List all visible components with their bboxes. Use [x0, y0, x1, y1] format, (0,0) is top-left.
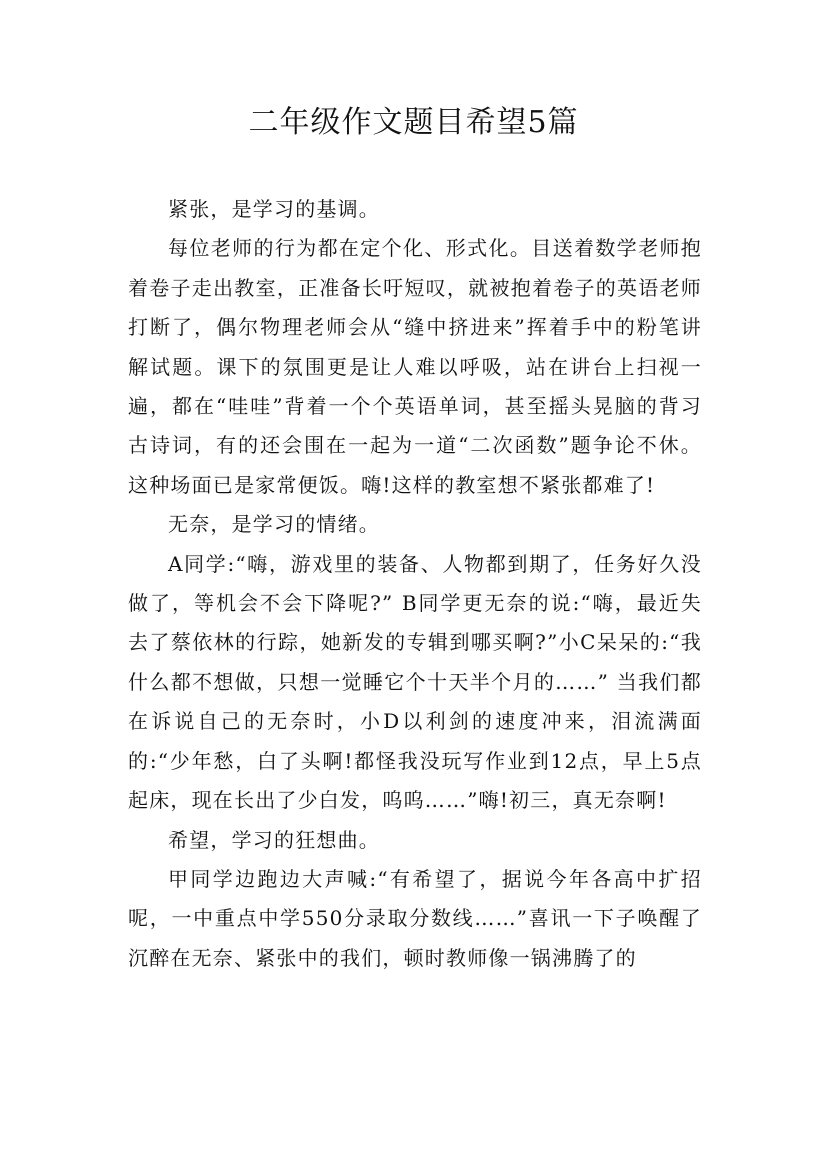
document-body: [128, 190, 702, 978]
paragraph-5: 希望，学习的狂想曲。: [168, 827, 380, 852]
paragraph-3: 无奈，是学习的情绪。: [168, 512, 380, 537]
paragraph-4: A同学:“嗨，游戏里的装备、人物都到期了，任务好久没做了，等机会不会下降呢?” B同学更无奈的说:“嗨，最近失去了蔡依林的行踪，她新发的专辑到哪买啊?”小C呆呆的:“我什么都不想做，只想一觉睡它个十天半个月的……” 当我们都在诉说自己的无奈时，小D以利剑的速度冲来，泪流满面的:“少年愁，白了头啊!都怪我没玩写作业到12点，早上5点起床，现在长出了少白发，呜呜……”嗨!初三，真无奈啊!: [128, 551, 702, 813]
document-title: 二年级作文题目希望5篇: [248, 105, 579, 140]
paragraph-1: 紧张，是学习的基调。: [168, 197, 380, 221]
paragraph-2: 每位老师的行为都在定个化、形式化。目送着数学老师抱着卷子走出教室，正准备长吁短叹，就被抱着卷子的英语老师打断了，偶尔物理老师会从“缝中挤进来”挥着手中的粉笔讲解试题。课下的氛围更是让人难以呼吸，站在讲台上扫视一遍，都在“哇哇”背着一个个英语单词，甚至摇头晃脑的背习古诗词，有的还会围在一起为一道“二次函数”题争论不休。这种场面已是家常便饭。嗨!这样的教室想不紧张都难了!: [128, 236, 702, 497]
paragraph-6: 甲同学边跑边大声喊:“有希望了，据说今年各高中扩招呢，一中重点中学550分录取分数线……”喜讯一下子唤醒了沉醉在无奈、紧张中的我们，顿时教师像一锅沸腾了的: [128, 866, 702, 970]
